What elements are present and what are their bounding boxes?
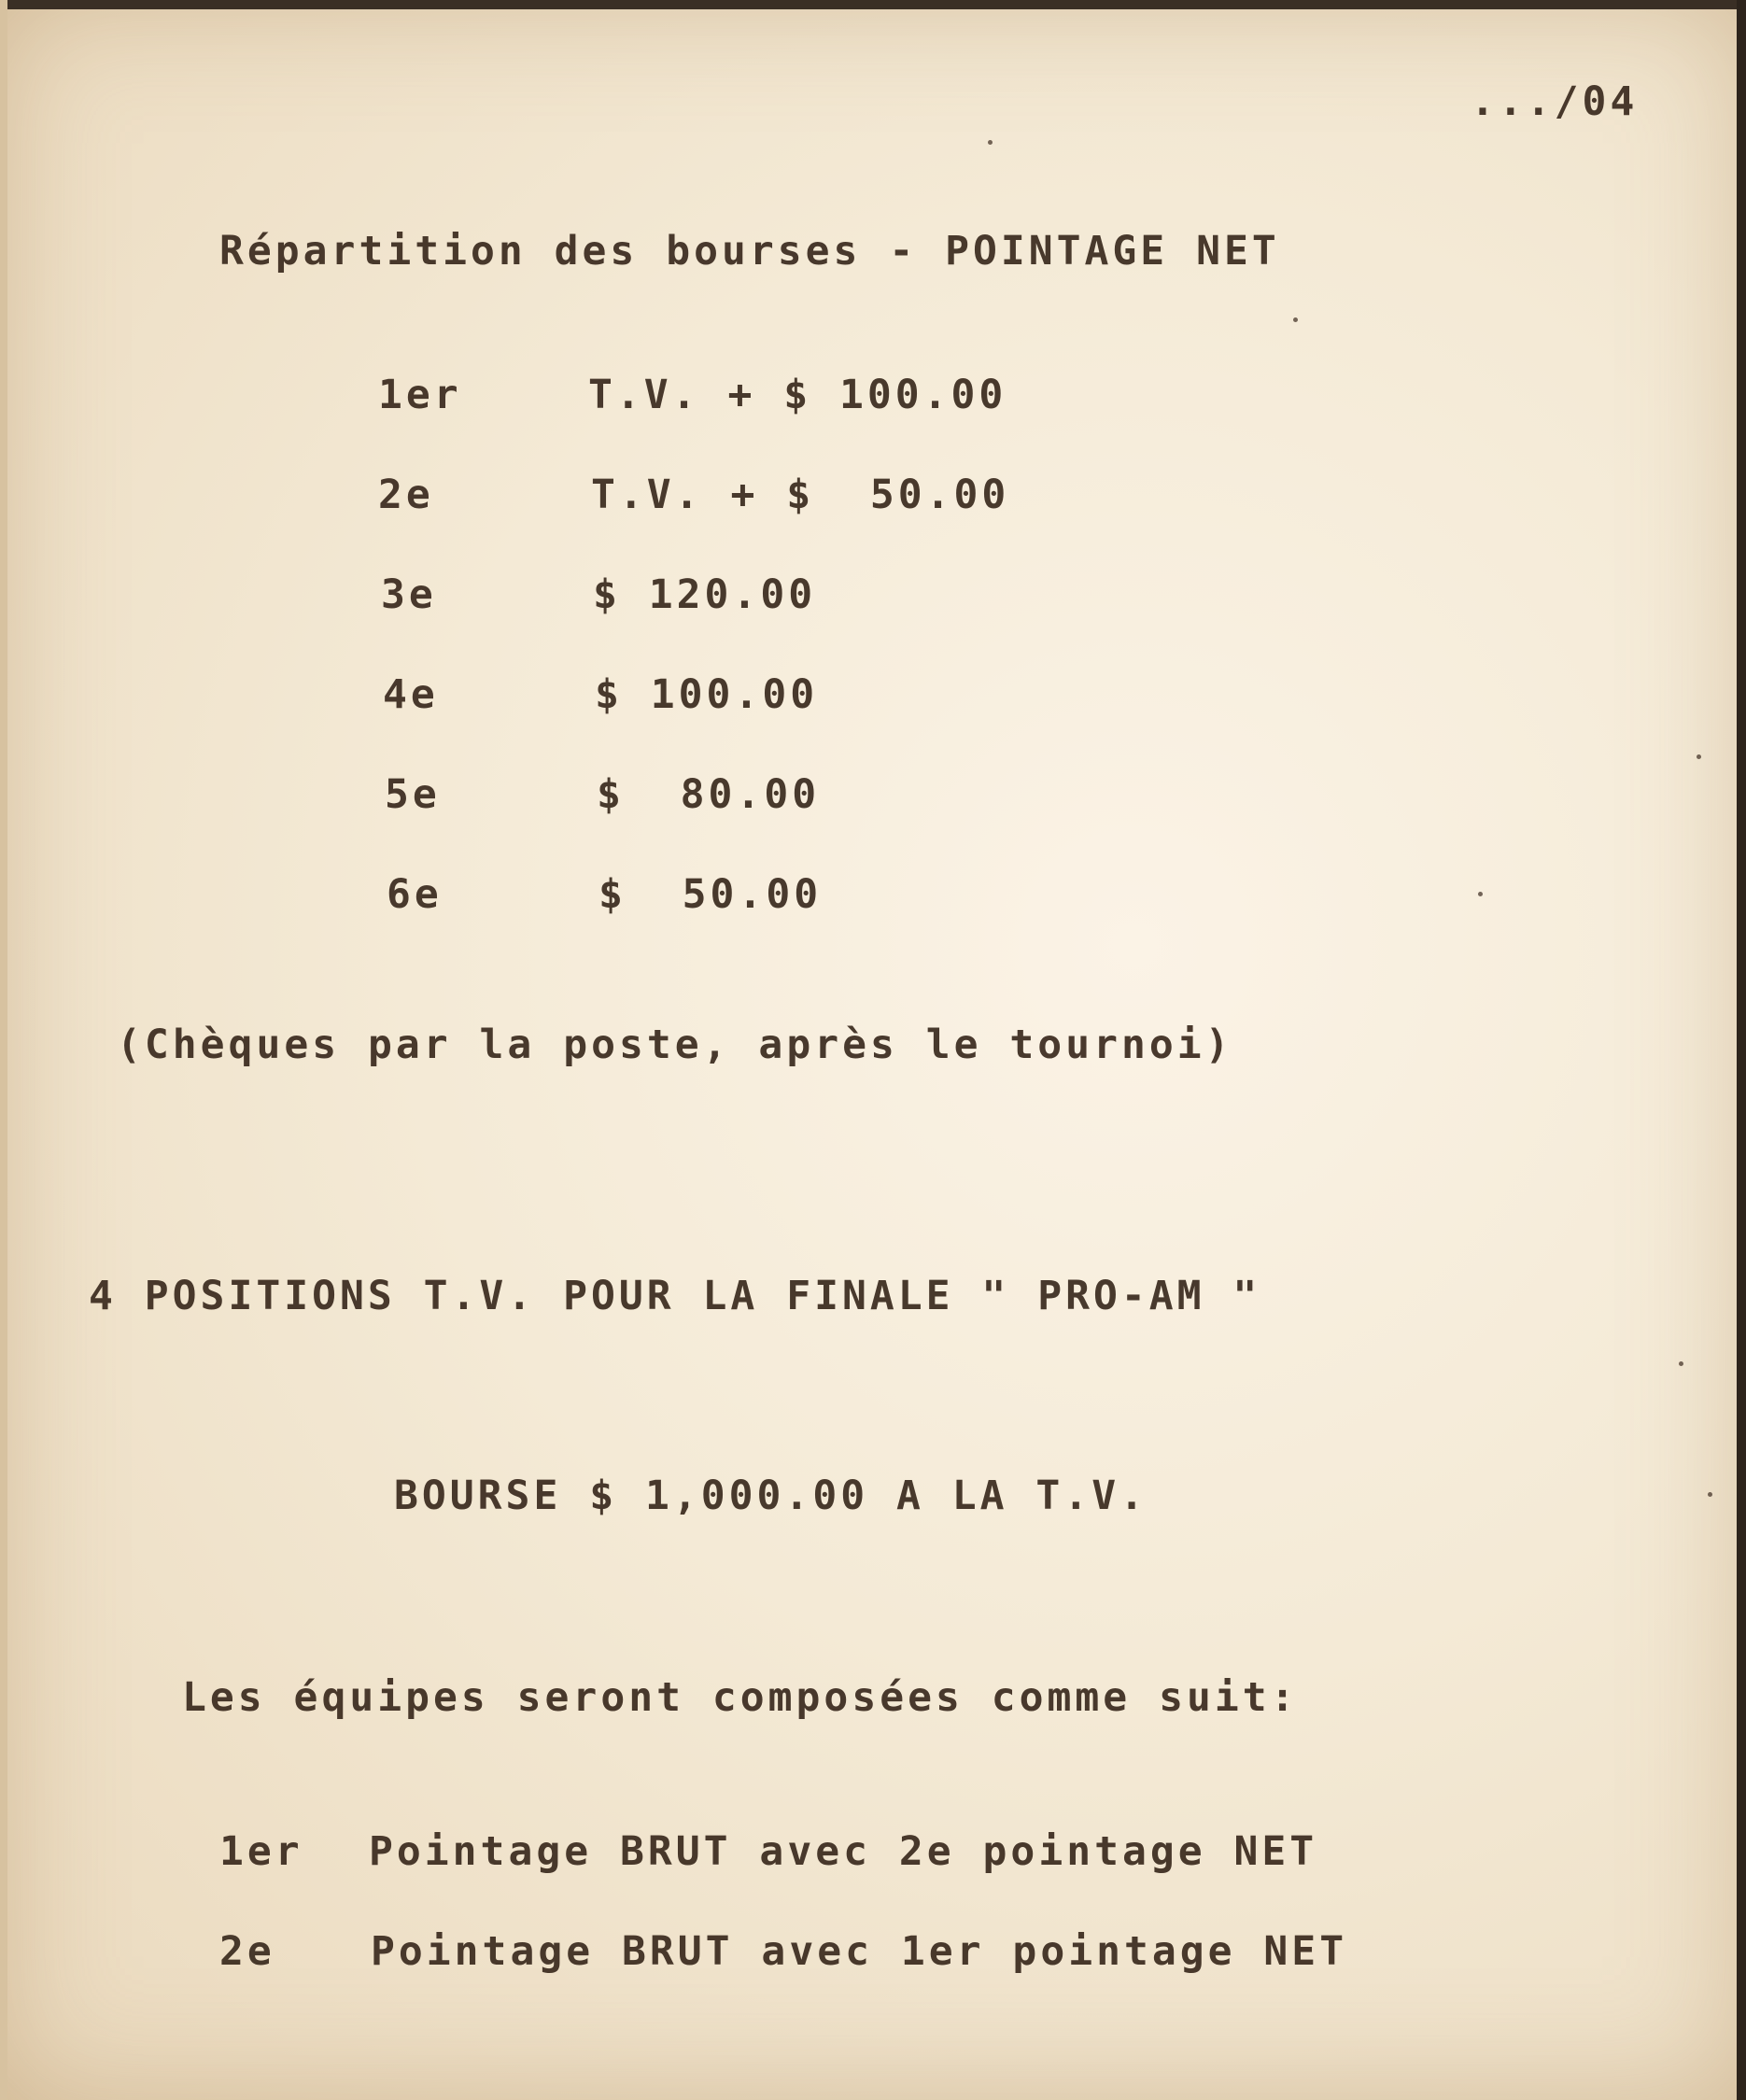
prize-amount: $ 120.00: [593, 571, 817, 618]
ink-speck: [1679, 1361, 1683, 1366]
prize-amount: T.V. + $ 50.00: [591, 472, 1010, 518]
prize-rank: 2e: [378, 472, 434, 518]
ink-speck: [1478, 892, 1483, 896]
team-description: Pointage BRUT avec 1er pointage NET: [371, 1928, 1348, 1975]
page-edge-right: [1737, 0, 1746, 2100]
finale-purse: BOURSE $ 1,000.00 A LA T.V.: [394, 1473, 1148, 1519]
payment-note: (Chèques par la poste, après le tournoi): [117, 1022, 1233, 1068]
teams-intro: Les équipes seront composées comme suit:: [182, 1674, 1299, 1721]
prize-rank: 3e: [381, 571, 437, 618]
prize-amount: $ 50.00: [598, 871, 823, 918]
team-description: Pointage BRUT avec 2e pointage NET: [369, 1828, 1318, 1875]
prize-amount: $ 80.00: [597, 771, 821, 818]
finale-heading: 4 POSITIONS T.V. POUR LA FINALE " PRO-AM ": [89, 1273, 1261, 1319]
team-rank: 2e: [219, 1928, 275, 1975]
page-edge-top: [0, 0, 1746, 9]
ink-speck: [988, 140, 993, 145]
page-title: Répartition des bourses - POINTAGE NET: [219, 228, 1280, 275]
prize-rank: 1er: [378, 372, 462, 418]
page-number: .../04: [1471, 78, 1639, 125]
ink-speck: [1697, 754, 1701, 759]
ink-speck: [1708, 1492, 1712, 1497]
prize-rank: 5e: [385, 771, 441, 818]
prize-rank: 4e: [383, 671, 439, 718]
prize-rank: 6e: [387, 871, 443, 918]
prize-amount: T.V. + $ 100.00: [588, 372, 1007, 418]
ink-speck: [1293, 317, 1298, 322]
page-edge-left: [0, 0, 7, 2100]
prize-amount: $ 100.00: [595, 671, 819, 718]
team-rank: 1er: [219, 1828, 303, 1875]
